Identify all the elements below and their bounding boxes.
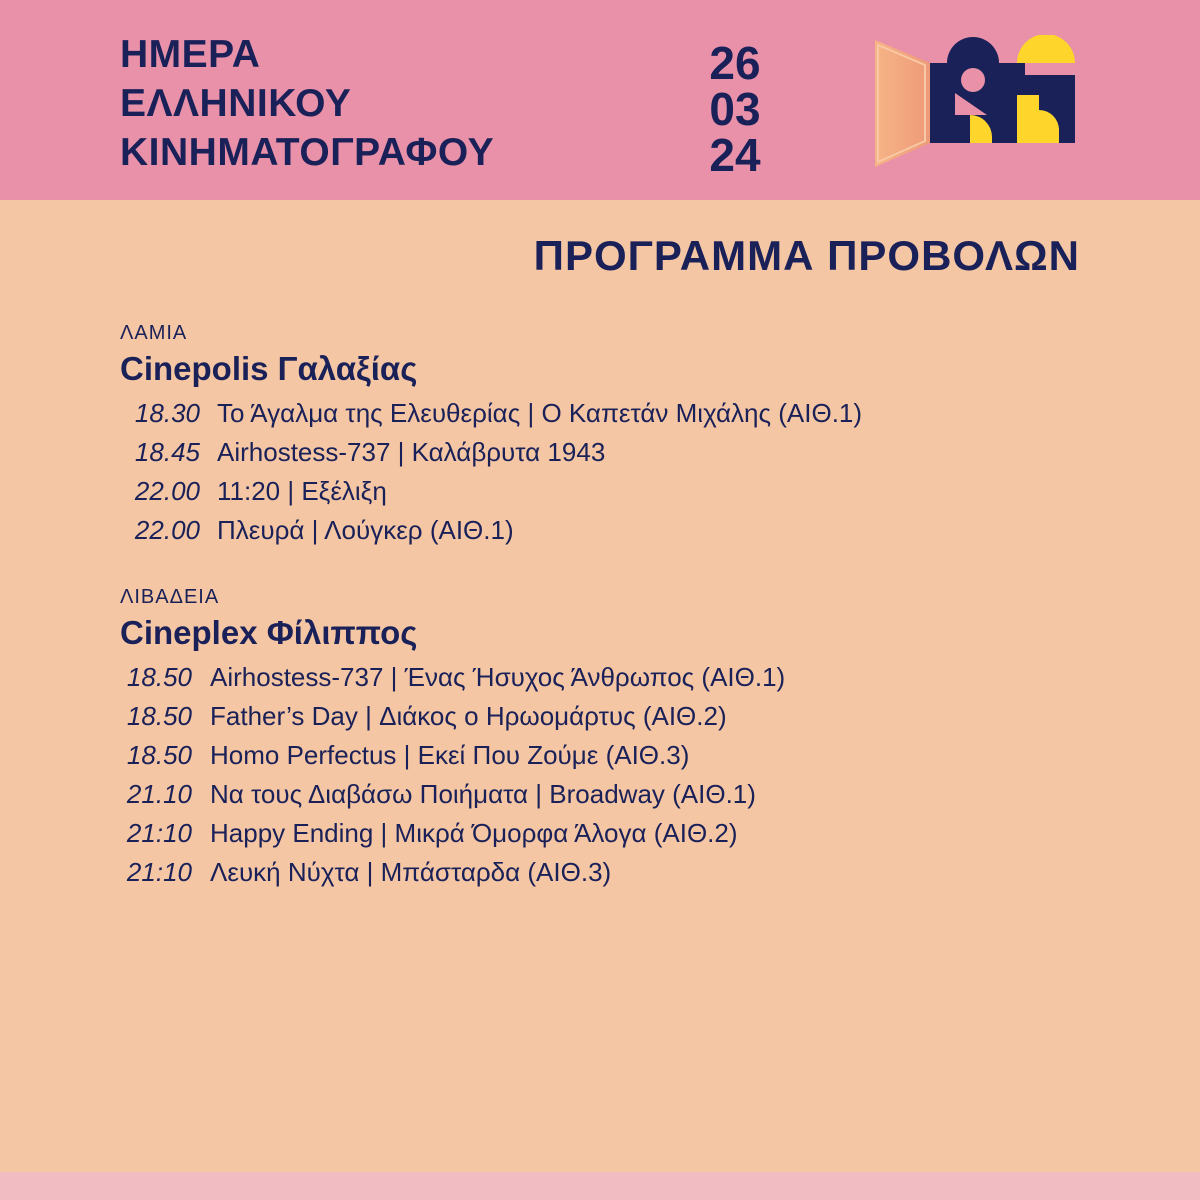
screening-films: Airhostess-737 | Ένας Ήσυχος Άνθρωπος (ΑΙΘ.1) bbox=[210, 662, 786, 692]
screening-row bbox=[120, 736, 785, 775]
screening-row bbox=[120, 472, 862, 511]
screening-films: Father’s Day | Διάκος ο Ηρωομάρτυς (ΑΙΘ.2) bbox=[210, 701, 727, 731]
venue-name: Cinepolis Γαλαξίας bbox=[120, 350, 418, 387]
screening-films: Πλευρά | Λούγκερ (ΑΙΘ.1) bbox=[217, 515, 514, 545]
screening-time: 18.50 bbox=[126, 701, 192, 731]
date-day: 26 bbox=[709, 37, 761, 89]
screening-row bbox=[120, 853, 785, 892]
screening-films: Homo Perfectus | Εκεί Που Ζούμε (ΑΙΘ.3) bbox=[210, 740, 690, 770]
screening-time: 18.45 bbox=[134, 437, 200, 467]
event-date bbox=[695, 37, 775, 181]
screening-time: 18.50 bbox=[126, 740, 192, 770]
date-year: 24 bbox=[709, 129, 761, 181]
screening-time: 21:10 bbox=[126, 818, 192, 848]
venue-name: Cineplex Φίλιππος bbox=[120, 614, 418, 651]
screening-time: 21:10 bbox=[126, 857, 192, 887]
screening-films: Το Άγαλμα της Ελευθερίας | Ο Καπετάν Μιχάλης (ΑΙΘ.1) bbox=[217, 398, 863, 428]
screening-row bbox=[120, 814, 785, 853]
screening-row bbox=[120, 697, 785, 736]
screening-row bbox=[120, 658, 785, 697]
venue-section bbox=[120, 584, 785, 892]
screening-row bbox=[120, 433, 862, 472]
screening-time: 22.00 bbox=[134, 476, 200, 506]
screening-row bbox=[120, 394, 862, 433]
film-festival-logo-icon bbox=[875, 35, 1075, 170]
screening-films: Happy Ending | Μικρά Όμορφα Άλογα (ΑΙΘ.2) bbox=[210, 818, 738, 848]
screening-row bbox=[120, 511, 862, 550]
screening-films: Να τους Διαβάσω Ποιήματα | Broadway (ΑΙΘ.1) bbox=[210, 779, 756, 809]
event-title bbox=[120, 30, 494, 177]
date-month: 03 bbox=[709, 83, 761, 135]
screening-films: Airhostess-737 | Καλάβρυτα 1943 bbox=[217, 437, 606, 467]
header-banner bbox=[0, 0, 1200, 200]
footer-band bbox=[0, 1172, 1200, 1200]
venue-city: ΛΑΜΙΑ bbox=[120, 322, 188, 344]
screening-row bbox=[120, 775, 785, 814]
venue-section bbox=[120, 320, 862, 550]
event-title-line-1: ΗΜΕΡΑ bbox=[120, 33, 261, 76]
screening-time: 18.50 bbox=[126, 662, 192, 692]
event-title-line-2: ΕΛΛΗΝΙΚΟΥ bbox=[120, 82, 352, 125]
program-title: ΠΡΟΓΡΑΜΜΑ ΠΡΟΒΟΛΩΝ bbox=[533, 232, 1080, 279]
venue-city: ΛΙΒΑΔΕΙΑ bbox=[120, 586, 220, 608]
screening-films: Λευκή Νύχτα | Μπάσταρδα (ΑΙΘ.3) bbox=[210, 857, 612, 887]
screening-time: 18.30 bbox=[134, 398, 200, 428]
screening-time: 22.00 bbox=[134, 515, 200, 545]
screening-films: 11:20 | Εξέλιξη bbox=[217, 476, 387, 506]
screening-time: 21.10 bbox=[126, 779, 192, 809]
event-title-line-3: ΚΙΝΗΜΑΤΟΓΡΑΦΟΥ bbox=[120, 131, 495, 174]
